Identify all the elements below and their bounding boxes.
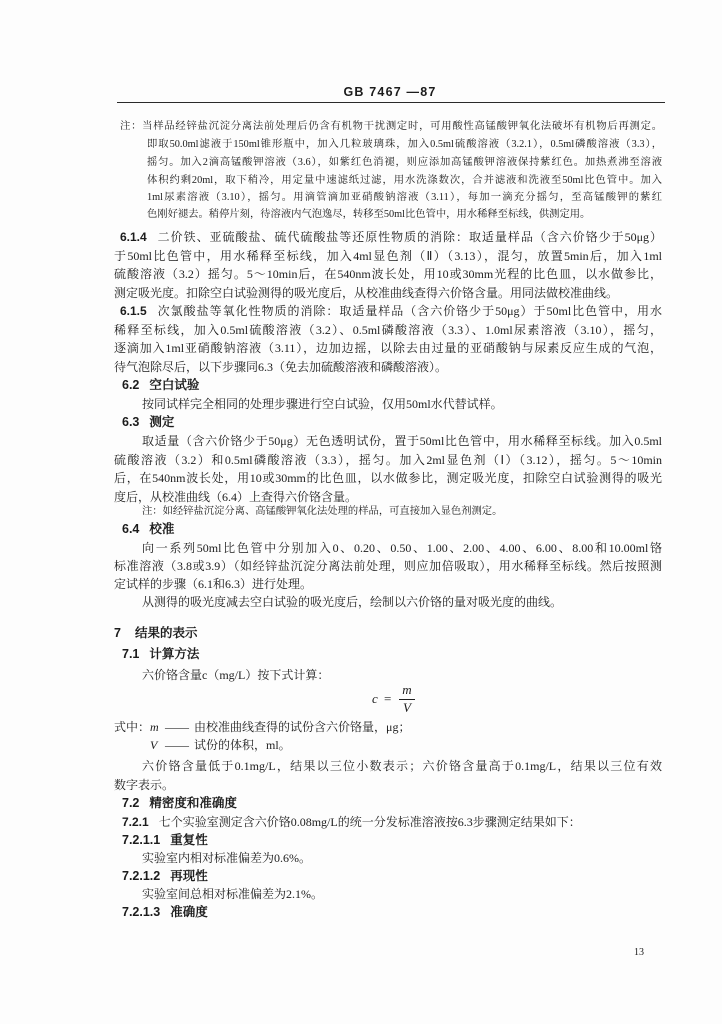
paragraph-line: 实验室间总相对标准偏差为2.1%。	[142, 887, 323, 901]
formula-equals: =	[384, 691, 392, 706]
paragraph-line: 按同试样完全相同的处理步骤进行空白试验，仅用50ml水代替试样。	[142, 397, 503, 411]
note-line: 注：如经锌盐沉淀分离、高锰酸钾氧化法处理的样品，可直接加入显色剂测定。	[142, 506, 503, 517]
section-number: 7.2	[122, 796, 140, 810]
section-title: 结果的表示	[134, 626, 198, 640]
paragraph-line: 向一系列50ml比色管中分别加入0、0.20、0.50、1.00、2.00、4.00、6.00、8.00和10.00ml铬	[142, 541, 662, 555]
definition-text: 由校准曲线查得的试份含六价铬量，μg；	[194, 720, 411, 734]
paragraph-text: 次氯酸盐等氧化性物质的消除：取适量样品（含六价铬少于50μg）于50ml比色管中，用水	[156, 304, 662, 318]
section-title: 精密度和准确度	[149, 796, 237, 810]
definition-row	[150, 736, 662, 755]
section-heading	[122, 903, 422, 922]
section-heading	[122, 794, 422, 813]
definition-symbol: m	[150, 720, 159, 734]
section-title: 计算方法	[149, 647, 200, 661]
note-line: 1ml尿素溶液（3.10），摇匀。用滴管滴加亚硝酸钠溶液（3.11），每加一滴充分摇匀，至高锰酸钾的紫红	[147, 192, 662, 203]
section-title: 再现性	[170, 869, 208, 883]
paragraph-line: 测定吸光度。扣除空白试验测得的吸光度后，从校准曲线查得六价铬含量。用同法做校准曲线。	[114, 286, 619, 300]
section-number: 7.2.1.2	[122, 869, 161, 883]
paragraph-line: 数字表示。	[114, 778, 175, 792]
formula	[372, 683, 432, 717]
definition-row	[114, 718, 662, 737]
paragraph-line: 六价铬含量低于0.1mg/L，结果以三位小数表示；六价铬含量高于0.1mg/L，结果以三位有效	[142, 759, 662, 773]
section-6-1-5-line	[120, 302, 662, 321]
section-title: 重复性	[170, 833, 208, 847]
section-title: 校准	[149, 522, 175, 536]
note-line: 摇匀。加入2滴高锰酸钾溶液（3.6），如紫红色消褪，则应添加高锰酸钾溶液保持紫红色。加热煮沸至溶液	[147, 157, 662, 168]
section-7-2-1-line	[122, 813, 662, 832]
paragraph-line: 六价铬含量c（mg/L）按下式计算：	[142, 668, 330, 682]
section-heading	[122, 376, 422, 395]
paragraph-line: 于50ml比色管中，用水稀释至标线，加入4ml显色剂（Ⅱ）（3.13），混匀，放置5min后，加入1ml	[114, 249, 662, 263]
section-number: 6.4	[122, 522, 140, 536]
section-number: 7.2.1	[122, 815, 149, 829]
section-title: 准确度	[170, 905, 208, 919]
paragraph-line: 稀释至标线，加入0.5ml硫酸溶液（3.2）、0.5ml磷酸溶液（3.3）、1.0ml尿素溶液（3.10），摇匀，	[114, 323, 662, 337]
definition-text: 试份的体积，ml。	[194, 738, 291, 752]
chapter-heading	[114, 624, 414, 643]
page-number: 13	[634, 947, 644, 958]
paragraph-line: 度后，从校准曲线（6.4）上查得六价铬含量。	[114, 490, 358, 504]
section-number: 7.2.1.1	[122, 833, 161, 847]
paragraph-line: 定试样的步骤（6.1和6.3）进行处理。	[114, 577, 313, 591]
section-6-1-4-line	[120, 228, 662, 247]
paragraph-line: 待气泡除尽后，以下步骤同6.3（免去加硫酸溶液和磷酸溶液）。	[114, 360, 448, 374]
paragraph-line: 逐滴加入1ml亚硝酸钠溶液（3.11），边加边摇，以除去由过量的亚硝酸钠与尿素反应生成的气泡，	[114, 341, 662, 355]
formula-denominator: V	[403, 700, 411, 715]
paragraph-line: 实验室内相对标准偏差为0.6%。	[142, 851, 311, 865]
section-number: 7.2.1.3	[122, 905, 161, 919]
formula-lhs: c	[372, 691, 378, 706]
section-heading	[122, 867, 422, 886]
paragraph-line: 从测得的吸光度减去空白试验的吸光度后，绘制以六价铬的量对吸光度的曲线。	[142, 595, 563, 609]
where-label: 式中：	[114, 720, 151, 734]
note-line: 即取50.0ml滤液于150ml锥形瓶中，加入几粒玻璃珠，加入0.5ml硫酸溶液（3.2.1），0.5ml磷酸溶液（3.3），	[147, 139, 662, 150]
note-line: 体积约剩20ml，取下稍冷，用定量中速滤纸过滤，用水洗涤数次，合并滤液和洗液至50ml比色管中。加入	[147, 175, 662, 186]
section-number: 6.1.5	[120, 304, 147, 318]
definition-dash: ——	[165, 720, 190, 734]
section-number: 6.1.4	[120, 230, 147, 244]
definition-dash: ——	[165, 738, 189, 752]
paragraph-line: 硫酸溶液（3.2）摇匀。5～10min后，在540nm波长处，用10或30mm光程的比色皿，以水做参比，	[114, 267, 662, 281]
paragraph-line: 标准溶液（3.8或3.9）（如经锌盐沉淀分离法前处理，则应加倍吸取），用水稀释至标线。然后按照测	[114, 559, 662, 573]
note-line: 色刚好褪去。稍停片刻，待溶液内气泡逸尽，转移至50ml比色管中，用水稀释至标线，供测定用。	[147, 209, 591, 220]
section-number: 6.3	[122, 415, 140, 429]
paragraph-text: 七个实验室测定含六价铬0.08mg/L的统一分发标准溶液按6.3步骤测定结果如下：	[158, 815, 581, 829]
header-rule	[117, 102, 665, 103]
section-number: 7	[114, 626, 121, 640]
section-heading	[122, 413, 422, 432]
paragraph-line: 硫酸溶液（3.2）和0.5ml磷酸溶液（3.3），摇匀。加入2ml显色剂（Ⅰ）（3.12），摇匀。5～10min	[114, 453, 662, 467]
definition-symbol: V	[150, 738, 158, 752]
note-line: 注：当样品经锌盐沉淀分离法前处理后仍含有机物干扰测定时，可用酸性高锰酸钾氧化法破坏有机物后再测定。	[120, 121, 662, 132]
paragraph-line: 取适量（含六价铬少于50μg）无色透明试份，置于50ml比色管中，用水稀释至标线。加入0.5ml	[142, 434, 662, 448]
standard-code-header: GB 7467 —87	[343, 85, 437, 99]
section-title: 空白试验	[149, 378, 200, 392]
section-heading	[122, 645, 422, 664]
section-number: 6.2	[122, 378, 140, 392]
section-heading	[122, 520, 422, 539]
section-number: 7.1	[122, 647, 140, 661]
paragraph-text: 二价铁、亚硫酸盐、硫代硫酸盐等还原性物质的消除：取适量样品（含六价铬少于50μg）	[156, 230, 662, 244]
paragraph-line: 后，在540nm波长处，用10或30mm的比色皿，以水做参比，测定吸光度，扣除空白试验测得的吸光	[114, 471, 662, 485]
formula-numerator: m	[402, 682, 412, 697]
section-title: 测定	[149, 415, 175, 429]
section-heading	[122, 831, 422, 850]
